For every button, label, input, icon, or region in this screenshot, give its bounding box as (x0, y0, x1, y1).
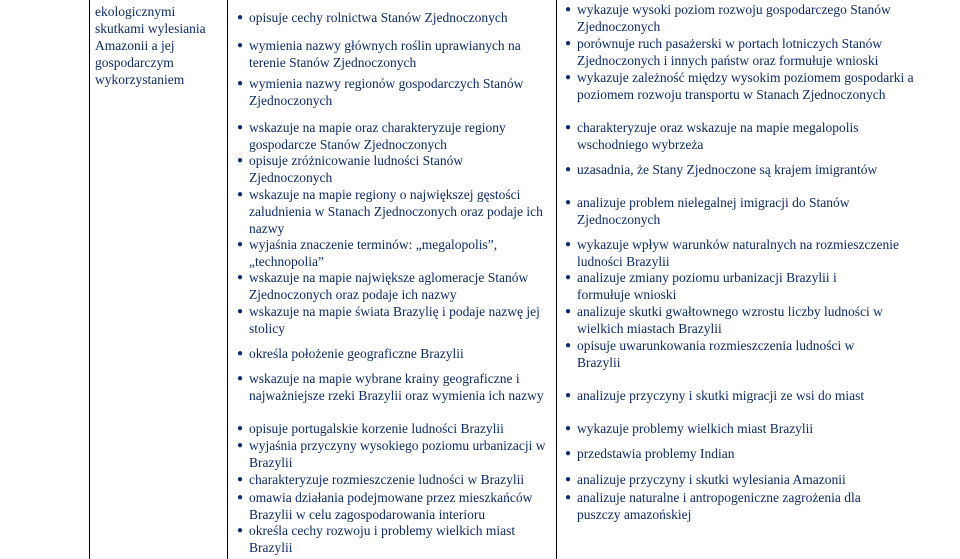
bullet-icon: ● (565, 448, 572, 459)
list-item: ● analizuje naturalne i antropogeniczne zagrożenia dla puszczy amazońskiej (565, 490, 861, 522)
bullet-icon: ● (565, 474, 572, 485)
list-item: ● opisuje zróżnicowanie ludności Stanów Zjednoczonych (237, 153, 464, 185)
bullet-icon: ● (565, 72, 572, 83)
list-item: ● analizuje problem nielegalnej imigracji do Stanów Zjednoczonych (565, 195, 850, 227)
bullet-icon: ● (237, 272, 244, 283)
bullet-icon: ● (237, 348, 244, 359)
topic-cell: ekologicznymi skutkami wylesiania Amazonii a jej gospodarczym wykorzystaniem (95, 4, 206, 87)
list-item: ● porównuje ruch pasażerski w portach lotniczych Stanów Zjednoczonych i innych państw oraz formułuje wnioski (565, 36, 883, 68)
bullet-icon: ● (237, 40, 244, 51)
column-divider (89, 0, 90, 559)
list-item: ● wskazuje na mapie największe aglomeracje Stanów Zjednoczonych oraz podaje ich nazwy (237, 270, 529, 302)
list-item: ● opisuje uwarunkowania rozmieszczenia ludności w Brazylii (565, 338, 855, 370)
list-item: ● wyjaśnia przyczyny wysokiego poziomu urbanizacji w Brazylii (237, 438, 546, 470)
bullet-icon: ● (237, 122, 244, 133)
list-item: ● uzasadnia, że Stany Zjednoczone są krajem imigrantów (565, 162, 878, 177)
list-item: ● omawia działania podejmowane przez mieszkańców Brazylii w celu zagospodarowania interioru (237, 490, 533, 522)
bullet-icon: ● (565, 164, 572, 175)
bullet-icon: ● (565, 306, 572, 317)
bullet-icon: ● (237, 155, 244, 166)
list-item: ● analizuje zmiany poziomu urbanizacji Brazylii i formułuje wnioski (565, 270, 837, 302)
bullet-icon: ● (565, 272, 572, 283)
bullet-icon: ● (237, 525, 244, 536)
bullet-icon: ● (565, 239, 572, 250)
bullet-icon: ● (565, 197, 572, 208)
list-item: ● wskazuje na mapie oraz charakteryzuje regiony gospodarcze Stanów Zjednoczonych (237, 120, 506, 152)
list-item: ● wskazuje na mapie świata Brazylię i podaje nazwę jej stolicy (237, 304, 540, 336)
bullet-icon: ● (565, 122, 572, 133)
bullet-icon: ● (565, 38, 572, 49)
list-item: ● wykazuje wpływ warunków naturalnych na rozmieszczenie ludności Brazylii (565, 237, 899, 269)
list-item: ● określa położenie geograficzne Brazylii (237, 346, 464, 361)
bullet-icon: ● (237, 306, 244, 317)
bullet-icon: ● (237, 474, 244, 485)
list-item: ● określa cechy rozwoju i problemy wielkich miast Brazylii (237, 523, 516, 555)
column-divider (227, 0, 228, 559)
list-item: ● wymienia nazwy głównych roślin uprawianych na terenie Stanów Zjednoczonych (237, 38, 521, 70)
bullet-icon: ● (237, 12, 244, 23)
list-item: ● wykazuje wysoki poziom rozwoju gospodarczego Stanów Zjednoczonych (565, 2, 891, 34)
bullet-icon: ● (565, 340, 572, 351)
list-item: ● analizuje skutki gwałtownego wzrostu liczby ludności w wielkich miastach Brazylii (565, 304, 883, 336)
list-item: ● opisuje portugalskie korzenie ludności Brazylii (237, 421, 504, 436)
list-item: ● wykazuje problemy wielkich miast Brazylii (565, 421, 814, 436)
bullet-icon: ● (565, 423, 572, 434)
bullet-icon: ● (237, 78, 244, 89)
list-item: ● charakteryzuje rozmieszczenie ludności w Brazylii (237, 472, 525, 487)
bullet-icon: ● (237, 189, 244, 200)
bullet-icon: ● (565, 4, 572, 15)
list-item: ● wyjaśnia znaczenie terminów: „megalopolis”, „technopolia” (237, 237, 498, 269)
column-divider (556, 0, 557, 559)
bullet-icon: ● (565, 390, 572, 401)
bullet-icon: ● (237, 492, 244, 503)
list-item: ● analizuje przyczyny i skutki migracji ze wsi do miast (565, 388, 865, 403)
list-item: ● analizuje przyczyny i skutki wylesiania Amazonii (565, 472, 846, 487)
list-item: ● charakteryzuje oraz wskazuje na mapie megalopolis wschodniego wybrzeża (565, 120, 859, 152)
bullet-icon: ● (237, 423, 244, 434)
list-item: ● wymienia nazwy regionów gospodarczych Stanów Zjednoczonych (237, 76, 524, 108)
bullet-icon: ● (237, 440, 244, 451)
bullet-icon: ● (237, 239, 244, 250)
list-item: ● wykazuje zależność między wysokim poziomem gospodarki a poziomem rozwoju transportu w Stanach Zjednoczonych (565, 70, 914, 102)
list-item: ● opisuje cechy rolnictwa Stanów Zjednoczonych (237, 10, 508, 25)
bullet-icon: ● (565, 492, 572, 503)
list-item: ● wskazuje na mapie regiony o największej gęstości zaludnienia w Stanach Zjednoczonych oraz podaje ich nazwy (237, 187, 543, 236)
bullet-icon: ● (237, 373, 244, 384)
list-item: ● wskazuje na mapie wybrane krainy geograficzne i najważniejsze rzeki Brazylii oraz wymienia ich nazwy (237, 371, 544, 403)
list-item: ● przedstawia problemy Indian (565, 446, 735, 461)
